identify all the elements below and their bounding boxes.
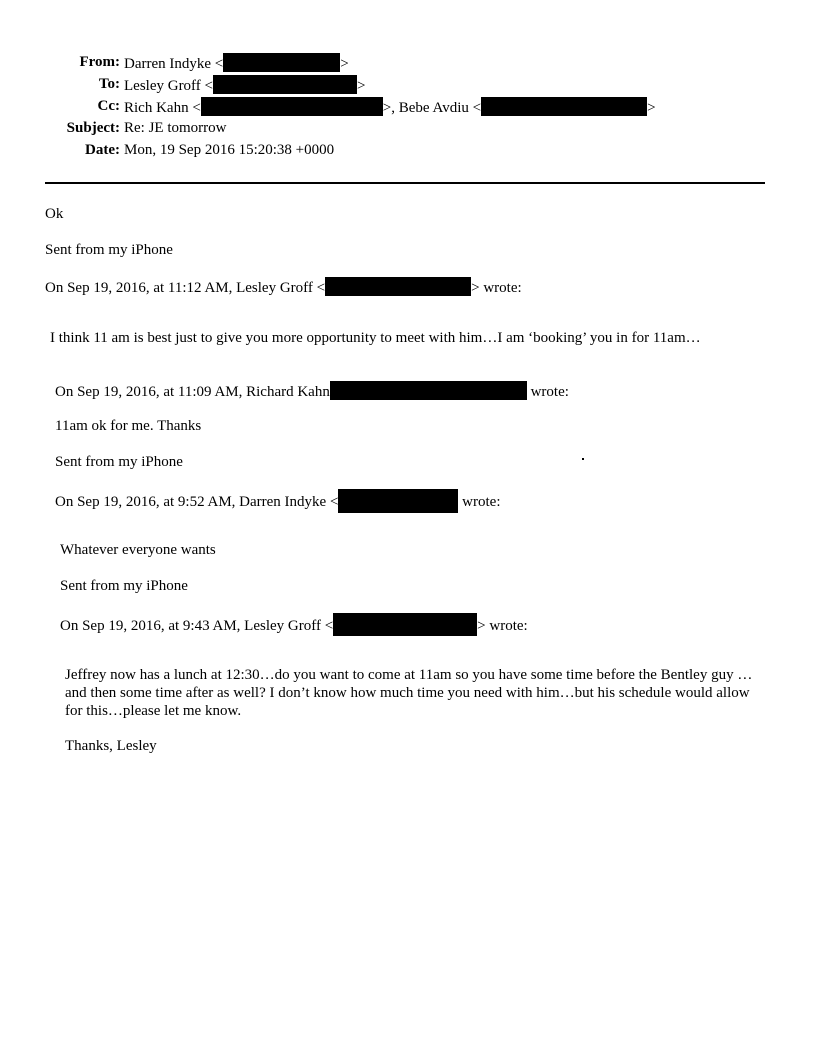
date-value: Mon, 19 Sep 2016 15:20:38 +0000 (124, 142, 335, 158)
reply-text: Ok (45, 206, 64, 222)
closing: Thanks, Lesley (65, 738, 157, 754)
redaction-box (338, 489, 458, 513)
from-tail: > (340, 56, 349, 72)
redaction-box (481, 97, 647, 116)
attribution-suffix: > wrote: (477, 618, 528, 634)
signature: Sent from my iPhone (55, 454, 183, 470)
redaction-box (213, 75, 357, 94)
redaction-box (201, 97, 383, 116)
subject-label: Subject: (66, 120, 120, 136)
redaction-box (223, 53, 340, 72)
subject-value: Re: JE tomorrow (124, 120, 227, 136)
to-name: Lesley Groff < (124, 78, 213, 94)
from-name: Darren Indyke < (124, 56, 224, 72)
attribution-prefix: On Sep 19, 2016, at 9:43 AM, Lesley Groff < (60, 618, 334, 634)
cc-tail: > (647, 100, 656, 116)
redaction-box (333, 613, 477, 636)
from-label: From: (79, 54, 120, 70)
stray-mark (582, 458, 584, 460)
to-tail: > (357, 78, 366, 94)
original-message: Jeffrey now has a lunch at 12:30…do you want to come at 11am so you have some time before the Bentley guy …and then some time after as well? I don’t know how much time you need with him…but his schedule would allow for this…please let me know. (65, 667, 753, 719)
cc-separator: >, Bebe Avdiu < (382, 100, 482, 116)
cc-label: Cc: (97, 98, 120, 114)
quote-attribution (60, 613, 528, 636)
attribution-prefix: On Sep 19, 2016, at 11:09 AM, Richard Kahn (55, 384, 330, 400)
to-value (124, 75, 365, 95)
quoted-message: 11am ok for me. Thanks (55, 418, 202, 434)
quote-attribution (55, 489, 501, 513)
quoted-message: I think 11 am is best just to give you more opportunity to meet with him…I am ‘booking’ you in for 11am… (50, 330, 701, 346)
redaction-box (330, 381, 527, 400)
from-value (124, 53, 349, 73)
signature: Sent from my iPhone (45, 242, 173, 258)
to-label: To: (98, 76, 120, 92)
header-divider (45, 182, 765, 184)
attribution-prefix: On Sep 19, 2016, at 9:52 AM, Darren Indyke < (55, 494, 339, 510)
quote-attribution (45, 277, 522, 297)
quoted-message: Whatever everyone wants (60, 542, 216, 558)
redaction-box (325, 277, 471, 296)
cc-value (124, 97, 656, 117)
date-label: Date: (85, 142, 120, 158)
quote-attribution (55, 381, 569, 401)
signature: Sent from my iPhone (60, 578, 188, 594)
attribution-prefix: On Sep 19, 2016, at 11:12 AM, Lesley Groff < (45, 280, 326, 296)
attribution-suffix: wrote: (458, 494, 501, 510)
cc-name-1: Rich Kahn < (124, 100, 201, 116)
attribution-suffix: > wrote: (471, 280, 522, 296)
attribution-suffix: wrote: (526, 384, 569, 400)
